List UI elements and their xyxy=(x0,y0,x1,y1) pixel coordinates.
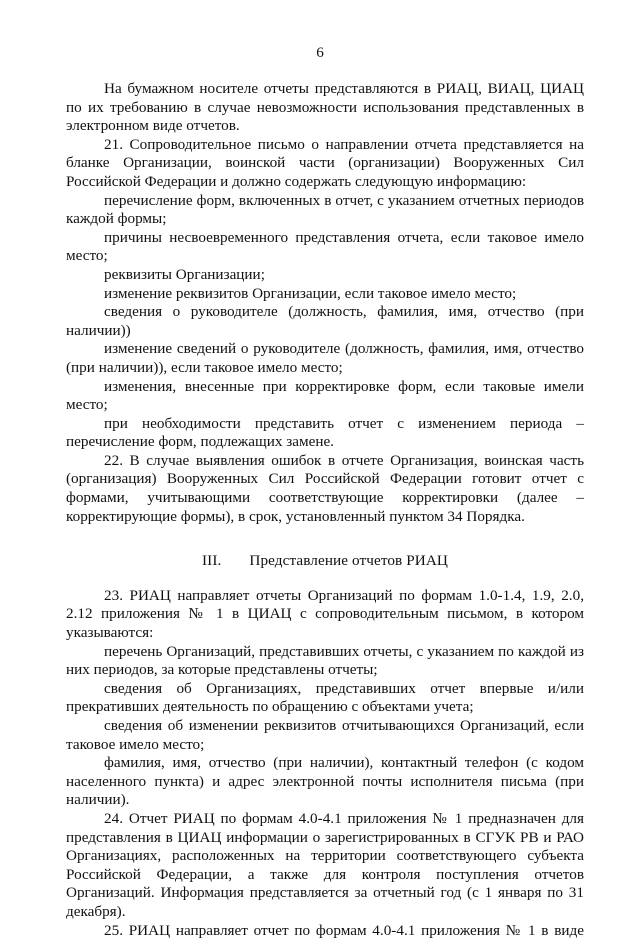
section-title: Представление отчетов РИАЦ xyxy=(249,552,448,570)
list-item-org-details: реквизиты Организации; xyxy=(104,265,265,283)
paragraph-paper-reports: На бумажном носителе отчеты представляются в РИАЦ, ВИАЦ, ЦИАЦ по их требованию в случае невозможности использования представленных в электронном виде отчетов. xyxy=(66,80,584,135)
list-item-org-details-change: изменение реквизитов Организации, если таковое имело место; xyxy=(104,284,517,302)
section-number: III. xyxy=(202,552,222,570)
paragraph-21-cover-letter: 21. Сопроводительное письмо о направлении отчета представляется на бланке Организации, воинской части (организации) Вооруженных Сил Российской Федерации и должно содержать следующую информацию: xyxy=(66,135,584,190)
list-item-period-change: при необходимости представить отчет с изменением периода – перечисление форм, подлежащих замене. xyxy=(66,414,584,451)
list-item-executor-contacts: фамилия, имя, отчество (при наличии), контактный телефон (с кодом населенного пункта) и адрес электронной почты исполнителя письма (при наличии). xyxy=(66,754,584,809)
paragraph-25-start: 25. РИАЦ направляет отчет по формам 4.0-4.1 приложения № 1 в виде xyxy=(104,921,584,939)
paragraph-24-forms-4: 24. Отчет РИАЦ по формам 4.0-4.1 приложения № 1 предназначен для представления в ЦИАЦ информации о зарегистрированных в СГУК РВ и РАО Организациях, расположенных на территории соответствующего субъекта Российской Федерации, а также для контроля поступления отчетов Организаций. Информация представляется за отчетный год (с 1 января по 31 декабря). xyxy=(66,809,584,920)
page-number: 6 xyxy=(316,44,324,61)
list-item-head-info-change: изменение сведений о руководителе (должность, фамилия, имя, отчество (при наличии)), если таковое имело место; xyxy=(66,340,584,376)
paragraph-22-corrective-forms: 22. В случае выявления ошибок в отчете Организация, воинская часть (организация) Вооруженных Сил Российской Федерации готовит отчет с формами, учитывающими соответствующие корректировки (далее – корректирующие формы), в срок, установленный пунктом 34 Порядка. xyxy=(66,451,584,525)
list-item-head-info: сведения о руководителе (должность, фамилия, имя, отчество (при наличии)) xyxy=(66,303,584,339)
document-body xyxy=(66,80,584,940)
list-item-corrections: изменения, внесенные при корректировке форм, если таковые имели место; xyxy=(66,377,584,414)
list-item-late-reasons: причины несвоевременного представления отчета, если таковое имело место; xyxy=(66,228,584,265)
section-heading xyxy=(66,526,584,587)
paragraph-23-riac-reports: 23. РИАЦ направляет отчеты Организаций по формам 1.0-1.4, 1.9, 2.0, 2.12 приложения № 1 в ЦИАЦ с сопроводительным письмом, в котором указываются: xyxy=(66,586,584,642)
list-item-forms-enumeration: перечисление форм, включенных в отчет, с указанием отчетных периодов каждой формы; xyxy=(66,191,584,228)
list-item-details-change: сведения об изменении реквизитов отчитывающихся Организаций, если таковое имело место; xyxy=(66,717,584,753)
list-item-new-or-ceased-orgs: сведения об Организациях, представивших отчет впервые и/или прекративших деятельность по обращению с объектами учета; xyxy=(66,679,584,716)
list-item-org-list: перечень Организаций, представивших отчеты, с указанием по каждой из них периодов, за которые представлены отчеты; xyxy=(66,642,584,679)
